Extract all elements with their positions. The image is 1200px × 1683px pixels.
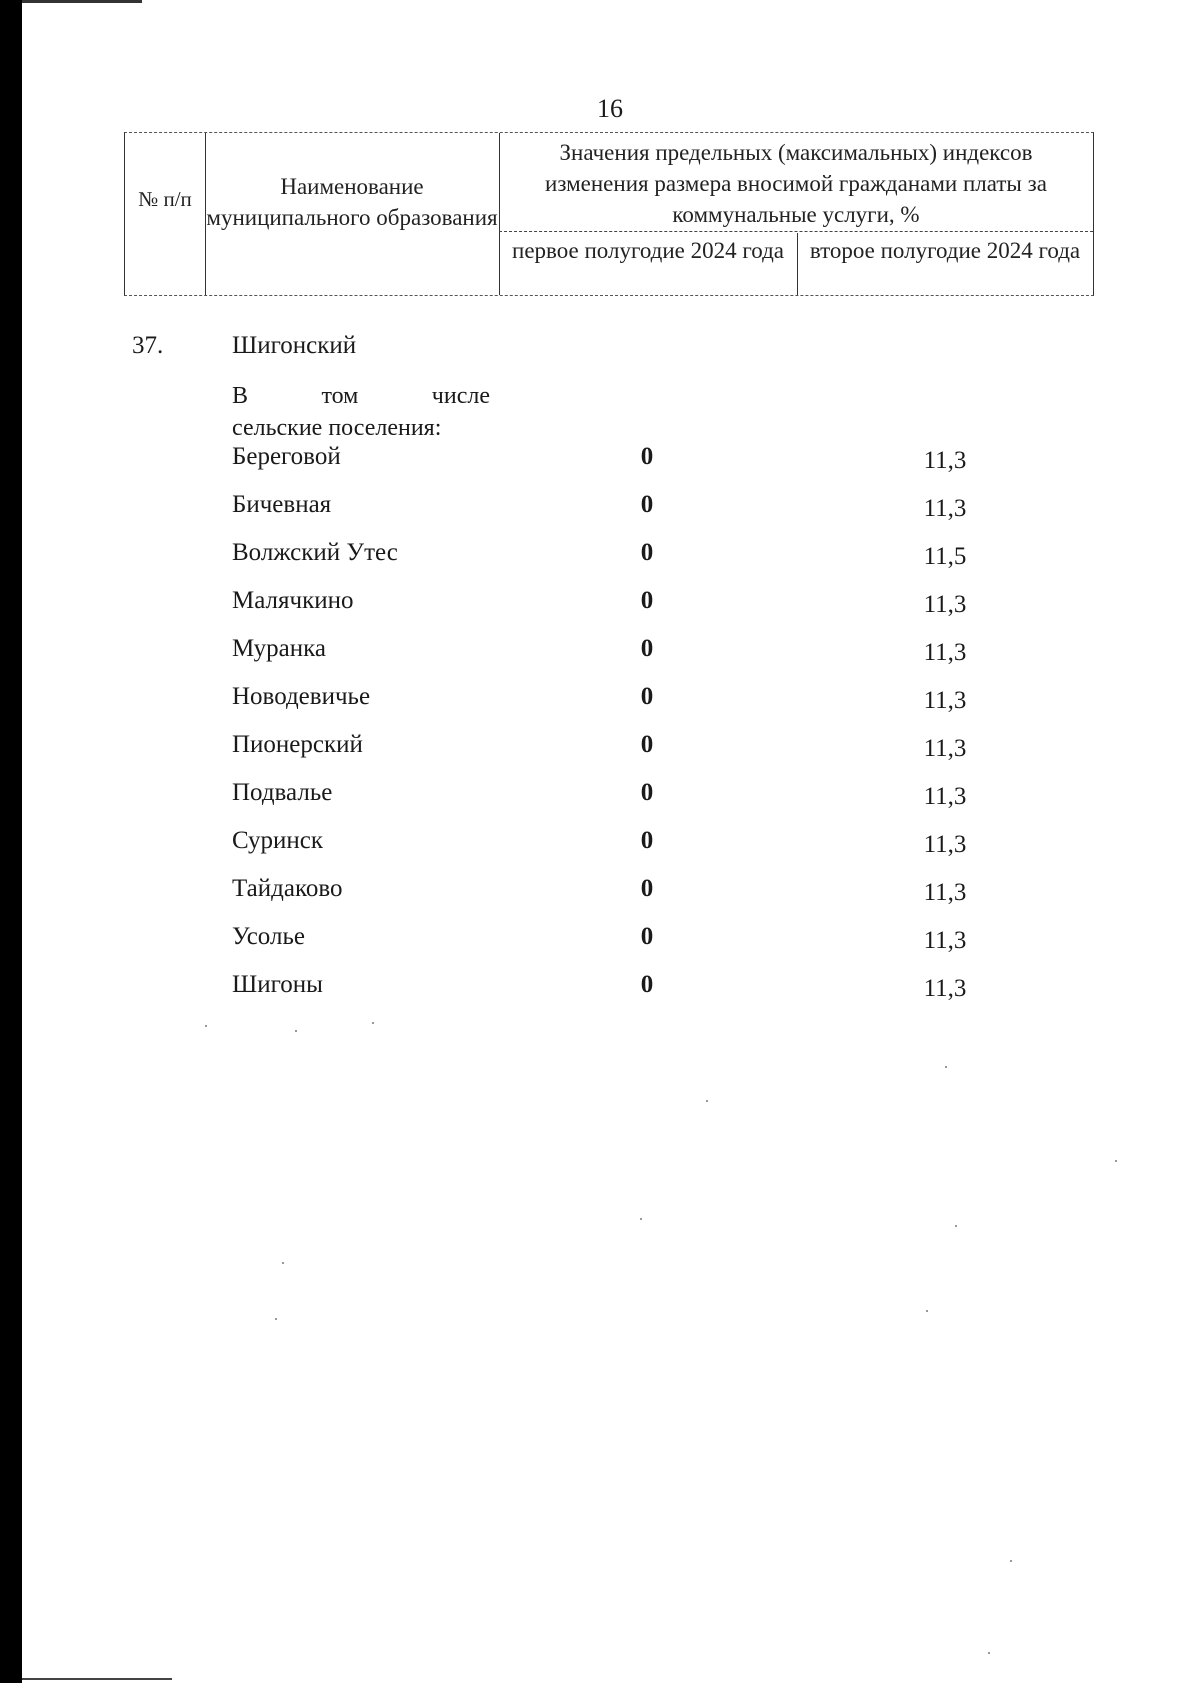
second-half-value: 11,3 [923, 975, 967, 1002]
table-row [0, 683, 1200, 731]
first-half-value: 0 [640, 443, 654, 470]
table-row [0, 971, 1200, 1019]
first-half-value: 0 [640, 491, 654, 518]
settlement-name: Береговой [232, 443, 341, 470]
subheading-word: В [232, 383, 249, 409]
subheading-line-1 [232, 380, 490, 412]
second-half-value: 11,3 [923, 783, 967, 810]
scan-edge-top [22, 0, 142, 3]
first-half-value: 0 [640, 923, 654, 950]
first-half-value: 0 [640, 635, 654, 662]
first-half-value: 0 [640, 587, 654, 614]
first-half-value: 0 [640, 683, 654, 710]
settlement-name: Шигоны [232, 971, 323, 998]
settlement-list [0, 443, 1200, 1019]
scan-edge-bottom [22, 1678, 172, 1680]
scan-speck [926, 1310, 928, 1312]
settlement-name: Муранка [232, 635, 326, 662]
scan-speck [706, 1100, 708, 1102]
second-half-value: 11,3 [923, 495, 967, 522]
district-name: Шигонский [232, 332, 357, 359]
table-row [0, 443, 1200, 491]
second-half-value: 11,3 [923, 879, 967, 906]
scan-speck [988, 1652, 990, 1654]
settlement-name: Волжский Утес [232, 539, 398, 566]
header-col-num: № п/п [138, 187, 192, 211]
table-row [0, 587, 1200, 635]
header-divider-2 [499, 133, 500, 295]
district-number: 37. [132, 332, 164, 359]
subheading [232, 380, 490, 444]
scan-speck [372, 1022, 374, 1024]
settlement-name: Тайдаково [232, 875, 343, 902]
settlement-name: Суринск [232, 827, 324, 854]
scan-speck [275, 1318, 277, 1320]
subheading-word: том [321, 383, 359, 409]
header-hline [499, 231, 1093, 232]
first-half-value: 0 [640, 539, 654, 566]
table-row [0, 731, 1200, 779]
settlement-name: Бичевная [232, 491, 332, 518]
table-row [0, 923, 1200, 971]
subheading-word: числе [431, 383, 490, 409]
scan-speck [295, 1030, 297, 1032]
header-col-values: Значения предельных (максимальных) индексов изменения размера вносимой гражданами платы за коммунальные услуги, % [545, 140, 1047, 227]
settlement-name: Пионерский [232, 731, 363, 758]
header-col-second-half: второе полугодие 2024 года [809, 238, 1081, 263]
scan-speck [205, 1025, 207, 1027]
settlement-name: Усолье [232, 923, 305, 950]
first-half-value: 0 [640, 731, 654, 758]
second-half-value: 11,3 [923, 447, 967, 474]
settlement-name: Малячкино [232, 587, 354, 614]
first-half-value: 0 [640, 779, 654, 806]
scan-speck [955, 1225, 957, 1227]
table-header [124, 132, 1094, 296]
subheading-line-2: сельские поселения: [232, 415, 442, 441]
table-row [0, 491, 1200, 539]
second-half-value: 11,3 [923, 639, 967, 666]
header-col-name: Наименование муниципального образования [206, 174, 498, 230]
scan-speck [282, 1262, 284, 1264]
scan-speck [640, 1218, 642, 1220]
second-half-value: 11,3 [923, 591, 967, 618]
second-half-value: 11,3 [923, 735, 967, 762]
scan-speck [1115, 1160, 1117, 1162]
settlement-name: Новодевичье [232, 683, 371, 710]
table-row [0, 539, 1200, 587]
second-half-value: 11,5 [923, 543, 967, 570]
table-row [0, 875, 1200, 923]
second-half-value: 11,3 [923, 831, 967, 858]
first-half-value: 0 [640, 827, 654, 854]
first-half-value: 0 [640, 971, 654, 998]
settlement-name: Подвалье [232, 779, 333, 806]
first-half-value: 0 [640, 875, 654, 902]
scan-speck [945, 1066, 947, 1068]
table-row [0, 779, 1200, 827]
second-half-value: 11,3 [923, 927, 967, 954]
scan-speck [1010, 1560, 1012, 1562]
table-row [0, 635, 1200, 683]
table-row [0, 827, 1200, 875]
second-half-value: 11,3 [923, 687, 967, 714]
header-col-first-half: первое полугодие 2024 года [512, 238, 784, 263]
page-number: 16 [597, 94, 623, 123]
